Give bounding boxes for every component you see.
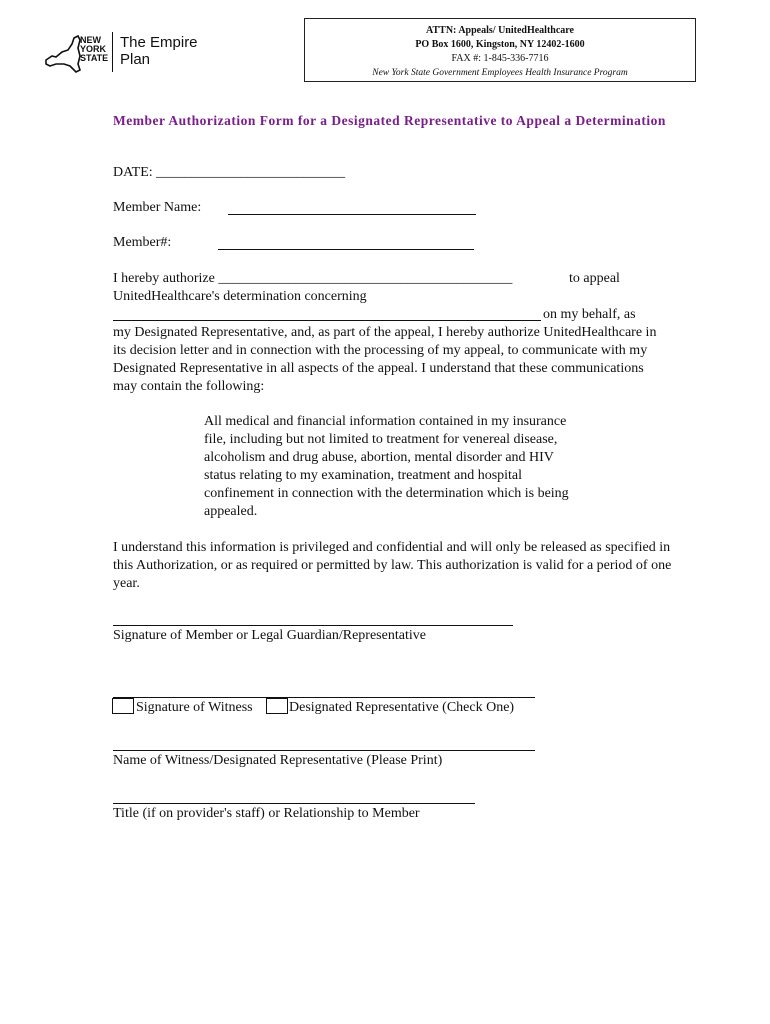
date-field[interactable]: DATE: ___________________________ bbox=[113, 165, 346, 180]
logo-plan-line: Plan bbox=[120, 51, 151, 68]
name-witness-field[interactable] bbox=[113, 750, 535, 751]
fax-line: FAX #: 1-845-336-7716 bbox=[451, 53, 549, 64]
address-line: PO Box 1600, Kingston, NY 12402-1600 bbox=[415, 39, 585, 50]
witness-checkbox[interactable] bbox=[112, 698, 134, 714]
concerning-field[interactable] bbox=[113, 320, 541, 321]
concerning-line: UnitedHealthcare's determination concerning bbox=[113, 289, 367, 304]
logo-state-line: YORK bbox=[80, 44, 107, 54]
name-witness-label: Name of Witness/Designated Representative (Please Print) bbox=[113, 753, 443, 768]
designated-rep-checkbox[interactable] bbox=[266, 698, 288, 714]
logo-plan-line: The Empire bbox=[120, 34, 198, 51]
logo-state-line: NEW bbox=[80, 35, 101, 45]
authorize-suffix: to appeal bbox=[569, 271, 620, 286]
program-line: New York State Government Employees Health Insurance Program bbox=[372, 68, 628, 78]
member-name-label: Member Name: bbox=[113, 200, 202, 215]
authorize-prefix-field[interactable]: I hereby authorize __________________________________________ bbox=[113, 271, 513, 286]
authorization-paragraph: my Designated Representative, and, as part of the appeal, I hereby authorize UnitedHealthcare in its decision letter and in connection with the processing of my appeal, to communicate with my Designated Representative in all aspects of the appeal. I understand that these communications may contain the following: bbox=[113, 325, 657, 394]
member-number-field[interactable] bbox=[218, 249, 474, 250]
designated-rep-checkbox-label: Designated Representative (Check One) bbox=[289, 700, 515, 715]
behalf-suffix: on my behalf, as bbox=[543, 307, 636, 322]
logo-plan-text bbox=[120, 34, 198, 68]
disclosed-information-text: All medical and financial information contained in my insurance file, including but not limited to treatment for venereal disease, alcoholism and drug abuse, abortion, mental disorder and HIV status relating to my examination, treatment and hospital confinement in connection with the determination which is being appealed. bbox=[204, 414, 569, 519]
member-name-field[interactable] bbox=[228, 214, 476, 215]
logo-state-text bbox=[80, 36, 108, 63]
logo-state-line: STATE bbox=[80, 53, 109, 63]
title-relationship-field[interactable] bbox=[113, 803, 475, 804]
title-relationship-label: Title (if on provider's staff) or Relationship to Member bbox=[113, 806, 420, 821]
signature-witness-field[interactable] bbox=[113, 697, 535, 698]
privileged-paragraph: I understand this information is privileged and confidential and will only be released as specified in this Authorization, or as required or permitted by law. This authorization is valid for a period of one year. bbox=[113, 540, 672, 591]
logo-divider bbox=[112, 32, 113, 72]
signature-member-label: Signature of Member or Legal Guardian/Representative bbox=[113, 628, 426, 643]
signature-member-field[interactable] bbox=[113, 625, 513, 626]
attn-address-box bbox=[304, 18, 696, 82]
member-number-label: Member#: bbox=[113, 235, 172, 250]
witness-checkbox-label: Signature of Witness bbox=[136, 700, 253, 715]
form-title: Member Authorization Form for a Designated Representative to Appeal a Determination bbox=[113, 113, 666, 128]
attn-line: ATTN: Appeals/ UnitedHealthcare bbox=[426, 25, 574, 36]
